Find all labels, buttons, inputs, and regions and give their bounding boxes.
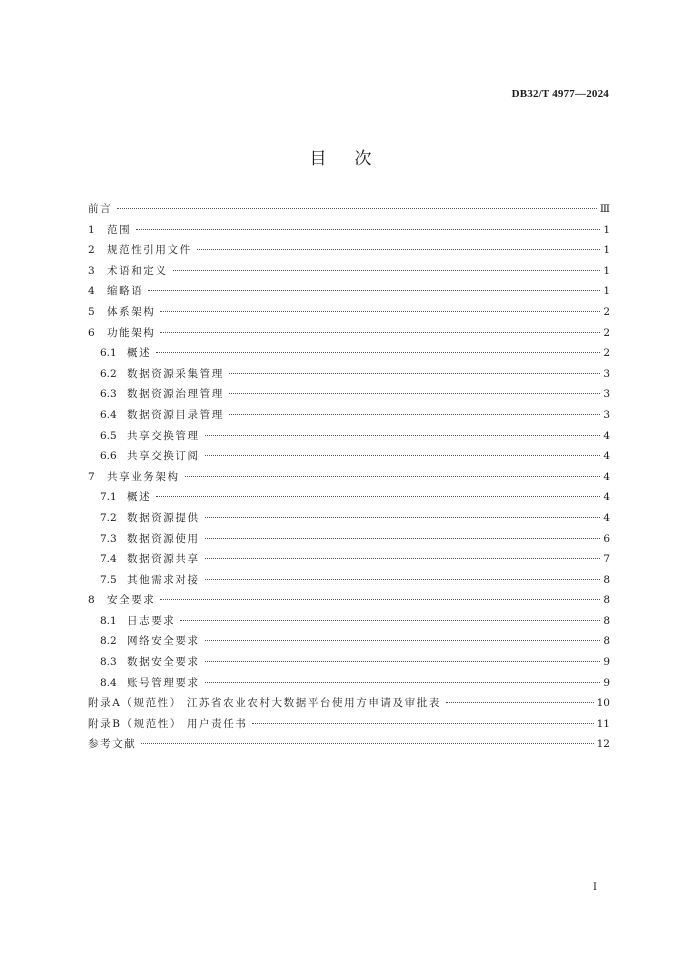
toc-entry-label: 前言: [88, 203, 113, 215]
toc-entry-number: 8.3: [100, 656, 117, 669]
toc-entry-page: 1: [603, 285, 610, 298]
toc-leader-dots: [229, 414, 601, 415]
toc-leader-dots: [205, 682, 601, 683]
toc-entry-number: 6: [88, 326, 95, 339]
toc-entry-number: 3: [88, 264, 95, 277]
toc-entry[interactable]: [88, 714, 610, 735]
toc-leader-dots: [205, 455, 601, 456]
page-number: Ⅰ: [593, 882, 597, 893]
toc-leader-dots: [148, 290, 600, 291]
toc-entry[interactable]: [88, 240, 610, 261]
toc-entry-page: 7: [603, 553, 610, 566]
toc-entry-number: 6.4: [100, 408, 117, 421]
toc-entry-label: 数据资源共享: [127, 553, 200, 566]
toc-leader-dots: [197, 249, 601, 250]
toc-entry[interactable]: [88, 467, 610, 488]
toc-entry-label: 缩略语: [107, 285, 144, 298]
toc-entry-page: 3: [603, 367, 610, 380]
toc-entry[interactable]: [88, 631, 610, 652]
toc-entry-label: 数据资源提供: [127, 511, 200, 524]
toc-entry[interactable]: [88, 384, 610, 405]
toc-entry-page: 1: [603, 264, 610, 277]
toc-entry[interactable]: [88, 487, 610, 508]
toc-entry-label: 数据资源采集管理: [127, 367, 224, 380]
toc-entry-label: 功能架构: [107, 326, 156, 339]
toc-entry-label: 数据资源目录管理: [127, 408, 224, 421]
toc-entry[interactable]: [88, 343, 610, 364]
toc-entry[interactable]: [88, 508, 610, 529]
toc-leader-dots: [229, 393, 601, 394]
toc-entry-page: 2: [603, 305, 610, 318]
toc-entry[interactable]: [88, 693, 610, 714]
toc-entry-label: 共享业务架构: [107, 470, 180, 483]
toc-entry-number: 6.5: [100, 429, 117, 442]
toc-entry-label: 附录A（规范性） 江苏省农业农村大数据平台使用方申请及审批表: [88, 697, 441, 710]
toc-entry[interactable]: [88, 323, 610, 344]
toc-entry-number: 6.6: [100, 450, 117, 463]
toc-entry[interactable]: [88, 590, 610, 611]
toc-entry-page: 8: [603, 635, 610, 648]
toc-entry-number: 7.3: [100, 532, 117, 545]
toc-entry-number: 7: [88, 470, 95, 483]
toc-entry-label: 规范性引用文件: [107, 244, 192, 257]
toc-leader-dots: [185, 476, 601, 477]
toc-entry-page: 9: [603, 676, 610, 689]
toc-entry-label: 账号管理要求: [127, 676, 200, 689]
toc-leader-dots: [141, 743, 593, 744]
toc-leader-dots: [229, 373, 601, 374]
toc-entry-number: 7.1: [100, 491, 117, 504]
toc-entry[interactable]: [88, 199, 610, 220]
toc-entry-label: 数据资源使用: [127, 532, 200, 545]
toc-entry-page: 1: [603, 244, 610, 257]
toc-leader-dots: [160, 311, 600, 312]
toc-entry-page: 12: [596, 738, 610, 751]
toc-entry[interactable]: [88, 261, 610, 282]
toc-entry-page: 4: [603, 511, 610, 524]
toc-entry-number: 5: [88, 305, 95, 318]
toc-leader-dots: [156, 496, 600, 497]
toc-entry-number: 6.3: [100, 388, 117, 401]
toc-entry[interactable]: [88, 446, 610, 467]
toc-entry-page: 9: [603, 656, 610, 669]
toc-entry[interactable]: [88, 364, 610, 385]
toc-entry-number: 1: [88, 223, 95, 236]
toc-entry-page: 4: [603, 450, 610, 463]
toc-entry[interactable]: [88, 281, 610, 302]
toc-entry[interactable]: [88, 426, 610, 447]
toc-leader-dots: [160, 332, 600, 333]
toc-entry-number: 2: [88, 244, 95, 257]
toc-entry-number: 8.1: [100, 614, 117, 627]
toc-entry-label: 附录B（规范性） 用户责任书: [88, 717, 248, 730]
toc-leader-dots: [205, 538, 601, 539]
toc-entry-page: 4: [603, 470, 610, 483]
toc-entry-label: 术语和定义: [107, 264, 168, 277]
toc-entry-label: 共享交换订阅: [127, 450, 200, 463]
toc-leader-dots: [180, 620, 600, 621]
toc-leader-dots: [205, 558, 601, 559]
toc-entry-label: 网络安全要求: [127, 635, 200, 648]
toc-entry-page: 11: [596, 717, 610, 730]
toc-leader-dots: [446, 702, 594, 703]
toc-entry-page: 2: [603, 347, 610, 360]
table-of-contents: [88, 199, 610, 755]
toc-entry[interactable]: [88, 570, 610, 591]
page-title: 目次: [309, 149, 400, 169]
toc-entry-label: 数据安全要求: [127, 656, 200, 669]
toc-entry-page: 4: [603, 491, 610, 504]
toc-entry-label: 体系架构: [107, 305, 156, 318]
toc-entry-page: 3: [603, 388, 610, 401]
toc-entry[interactable]: [88, 652, 610, 673]
toc-entry-number: 8.2: [100, 635, 117, 648]
toc-entry-label: 共享交换管理: [127, 429, 200, 442]
toc-leader-dots: [205, 517, 601, 518]
toc-leader-dots: [156, 352, 600, 353]
toc-entry-label: 概述: [127, 491, 152, 504]
toc-leader-dots: [205, 640, 601, 641]
toc-entry-page: 3: [603, 408, 610, 421]
toc-entry-page: 10: [596, 697, 610, 710]
toc-entry-page: 4: [603, 429, 610, 442]
toc-entry-page: 2: [603, 326, 610, 339]
toc-entry-page: 8: [603, 573, 610, 586]
toc-entry-number: 7.2: [100, 511, 117, 524]
toc-entry-label: 范围: [107, 223, 132, 236]
toc-leader-dots: [160, 599, 600, 600]
toc-entry-number: 6.2: [100, 367, 117, 380]
toc-entry[interactable]: [88, 734, 610, 755]
toc-leader-dots: [117, 208, 597, 209]
toc-entry[interactable]: [88, 405, 610, 426]
toc-entry-page: 6: [603, 532, 610, 545]
toc-leader-dots: [205, 579, 601, 580]
toc-entry-number: 7.5: [100, 573, 117, 586]
toc-entry-label: 参考文献: [88, 738, 137, 751]
toc-entry-number: 4: [88, 285, 95, 298]
toc-entry-label: 概述: [127, 347, 152, 360]
toc-entry[interactable]: [88, 673, 610, 694]
toc-entry-label: 安全要求: [107, 594, 156, 607]
toc-entry[interactable]: [88, 302, 610, 323]
toc-entry[interactable]: [88, 611, 610, 632]
toc-entry-label: 其他需求对接: [127, 573, 200, 586]
toc-leader-dots: [252, 723, 593, 724]
toc-leader-dots: [173, 270, 601, 271]
document-code: DB32/T 4977—2024: [511, 88, 609, 100]
toc-leader-dots: [205, 435, 601, 436]
toc-leader-dots: [136, 229, 600, 230]
toc-entry-label: 数据资源治理管理: [127, 388, 224, 401]
toc-entry-page: 8: [603, 594, 610, 607]
toc-entry-number: 7.4: [100, 553, 117, 566]
toc-entry[interactable]: [88, 529, 610, 550]
toc-entry[interactable]: [88, 220, 610, 241]
toc-entry[interactable]: [88, 549, 610, 570]
toc-entry-page: Ⅲ: [599, 203, 610, 215]
toc-leader-dots: [205, 661, 601, 662]
toc-entry-page: 1: [603, 223, 610, 236]
toc-entry-label: 日志要求: [127, 614, 176, 627]
toc-entry-page: 8: [603, 614, 610, 627]
toc-entry-number: 6.1: [100, 347, 117, 360]
toc-entry-number: 8: [88, 594, 95, 607]
toc-entry-number: 8.4: [100, 676, 117, 689]
